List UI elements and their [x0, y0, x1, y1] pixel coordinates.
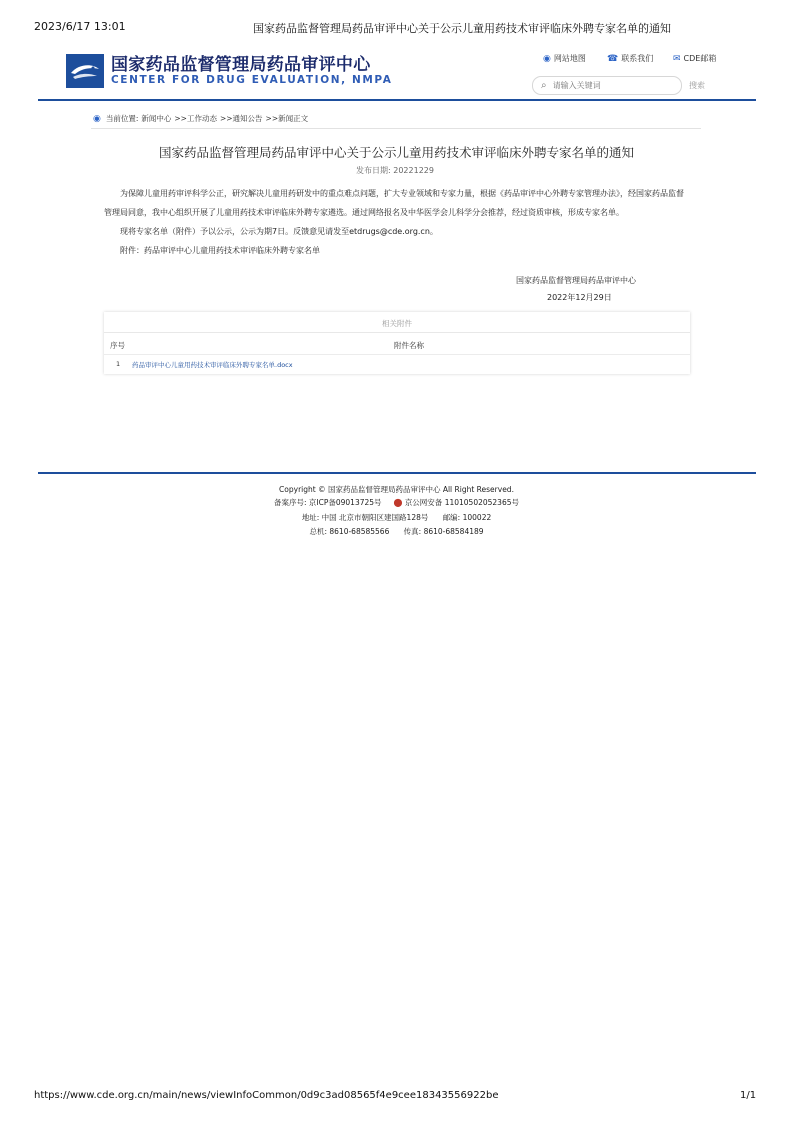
icp-label: 备案序号: — [273, 498, 307, 507]
sitemap-label: 网站地图 — [553, 54, 586, 63]
header-divider — [38, 99, 756, 101]
address-label: 地址: — [301, 513, 320, 522]
attachments-caption: 相关附件 — [382, 319, 412, 328]
sitemap-link[interactable] — [543, 53, 586, 64]
article-title: 国家药品监督管理局药品审评中心关于公示儿童用药技术审评临床外聘专家名单的通知 — [158, 145, 634, 160]
fax-label: 传真: — [403, 527, 422, 536]
phone-icon: ☎ — [607, 53, 619, 64]
icp-link[interactable]: 京ICP备09013725号 — [308, 498, 382, 507]
breadcrumb-item-notices[interactable]: >>通知公告 — [219, 114, 263, 123]
print-datetime: 2023/6/17 13:01 — [34, 20, 126, 33]
print-page-title: 国家药品监督管理局药品审评中心关于公示儿童用药技术审评临床外聘专家名单的通知 — [253, 22, 671, 35]
article-date — [356, 165, 434, 176]
phone-value: 8610-68585566 — [329, 527, 390, 536]
breadcrumb-item-news-center[interactable]: 新闻中心 — [141, 114, 172, 123]
footer-address — [0, 512, 793, 523]
breadcrumb — [93, 113, 308, 124]
search-icon: ⌕ — [541, 80, 547, 91]
attachments-panel — [104, 312, 690, 374]
police-badge-icon: ⬤ — [393, 498, 403, 507]
table-row-divider — [104, 354, 690, 355]
footer-registration — [0, 497, 793, 508]
article-paragraph: 为保障儿童用药审评科学公正，研究解决儿童用药研发中的重点难点问题，扩大专业领域和专家力量，根据《药品审评中心外聘专家管理办法》，经国家药品监督管理局同意，我中心组织开展了儿童用药技术审评临床外聘专家遴选。通过网络报名及中华医学会儿科学分会推荐，经过资质审核，形成专家名单。 — [104, 189, 684, 217]
site-name-en: CENTER FOR DRUG EVALUATION, NMPA — [111, 74, 393, 86]
site-name: 国家药品监督管理局药品审评中心 — [111, 55, 371, 75]
date-value: 20221229 — [393, 166, 434, 175]
postcode-label: 邮编: — [442, 513, 461, 522]
footer-copyright: Copyright © 国家药品监督管理局药品审评中心 All Right Reserved. — [279, 485, 514, 494]
logo-emblem-icon — [66, 54, 104, 88]
cde-logo[interactable] — [66, 54, 104, 88]
attachment-link[interactable]: 药品审评中心儿童用药技术审评临床外聘专家名单.docx — [132, 361, 293, 369]
search-box — [532, 76, 682, 95]
breadcrumb-divider — [91, 128, 701, 129]
mail-icon: ✉ — [673, 53, 681, 64]
location-pin-icon: ◉ — [543, 53, 551, 64]
search-input[interactable] — [553, 81, 663, 90]
column-header-index: 序号 — [110, 341, 125, 350]
mail-label: CDE邮箱 — [683, 54, 717, 63]
article-paragraph: 附件：药品审评中心儿童用药技术审评临床外聘专家名单 — [120, 246, 320, 255]
attachment-row — [132, 360, 293, 369]
contact-link[interactable] — [607, 53, 653, 64]
police-link[interactable]: 京公网安备 11010502052365号 — [404, 498, 520, 507]
signature-date: 2022年12月29日 — [547, 293, 612, 302]
attachments-divider — [104, 332, 690, 333]
breadcrumb-label: 当前位置: — [105, 114, 139, 123]
phone-label: 总机: — [309, 527, 327, 536]
print-url: https://www.cde.org.cn/main/news/viewInfoCommon/0d9c3ad08565f4e9cee18343556922be — [34, 1090, 499, 1101]
footer-contact — [0, 526, 793, 537]
postcode-value: 100022 — [462, 513, 492, 522]
breadcrumb-item-article: >>新闻正文 — [265, 114, 309, 123]
column-header-name: 附件名称 — [394, 341, 424, 350]
location-pin-icon: ◉ — [93, 113, 101, 124]
mail-link[interactable] — [673, 53, 716, 64]
article-paragraph: 现将专家名单（附件）予以公示，公示为期7日。反馈意见请发至etdrugs@cde.org.cn。 — [120, 227, 438, 236]
fax-value: 8610-68584189 — [423, 527, 484, 536]
breadcrumb-item-work-updates[interactable]: >>工作动态 — [174, 114, 217, 123]
date-label: 发布日期: — [356, 166, 391, 175]
print-page-number: 1/1 — [740, 1090, 757, 1101]
footer-divider — [38, 472, 756, 474]
contact-label: 联系我们 — [621, 54, 654, 63]
article-body — [104, 184, 690, 260]
row-index: 1 — [116, 360, 121, 368]
signature: 国家药品监督管理局药品审评中心 — [516, 276, 636, 285]
search-button[interactable]: 搜索 — [689, 81, 705, 90]
address-value: 中国 北京市朝阳区建国路128号 — [321, 513, 429, 522]
